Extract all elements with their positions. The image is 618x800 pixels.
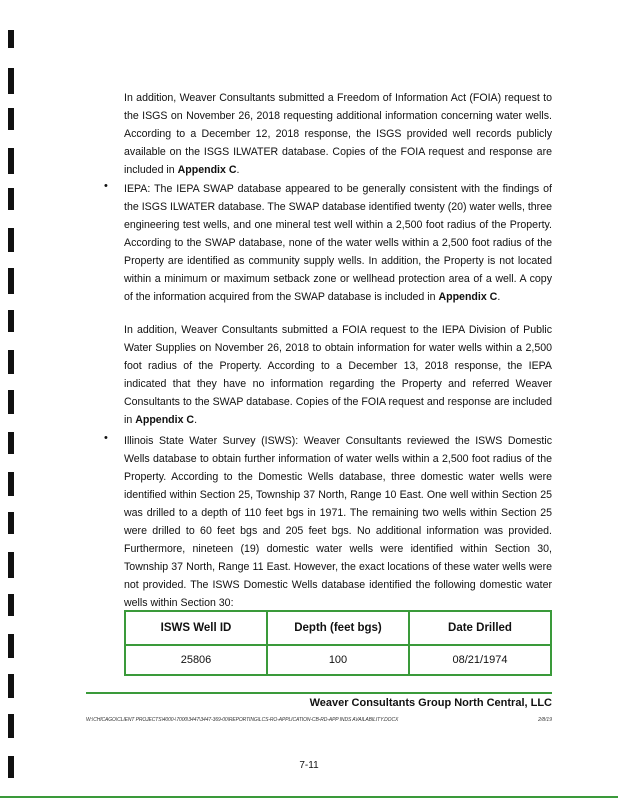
paragraph-text: IEPA: The IEPA SWAP database appeared to be generally consistent with the findings of the ISGS ILWATER database. The SWAP database identified twenty (20) water wells, three engineering test wells, and one mineral test well within a 2,500 foot radius of the Property. According to the SWAP database, none of the water wells within a 2,500 foot radius of the Property are identified as community supply wells. In addition, the Property is not located within a minimum or maximum setback zone or wellhead protection area of a well. A copy of the information acquired from the SWAP database is included in <box>124 183 552 303</box>
cell-date: 08/21/1974 <box>409 645 551 675</box>
binder-mark <box>8 268 14 294</box>
binder-mark <box>8 552 14 578</box>
footer-file-path: W:\CHICAGO\CLIENT PROJECTS\4000-\7000\3447\3447-369-00\REPORTING\LCS-RO-APPLICATION-CB-RD-APP INDS AVAILABILITY.DOCX <box>86 717 399 723</box>
paragraph-text: In addition, Weaver Consultants submitted a Freedom of Information Act (FOIA) request to the ISGS on November 26, 2018 requesting additional information concerning water wells. According to a December 12, 2018 response, the ISGS provided well records publicly available on the ISGS ILWATER database. Copies of the FOIA request and response are included in <box>124 92 552 176</box>
paragraph-tail: . <box>497 291 501 303</box>
table-row <box>125 645 551 675</box>
binder-mark <box>8 108 14 130</box>
appendix-reference: Appendix C <box>135 414 195 426</box>
appendix-reference: Appendix C <box>438 291 498 303</box>
binder-mark <box>8 512 14 534</box>
binder-mark <box>8 432 14 454</box>
binder-mark <box>8 148 14 174</box>
binder-mark <box>8 68 14 94</box>
footer-date: 2/8/19 <box>538 717 552 723</box>
paragraph-iepa-foia <box>124 321 552 429</box>
column-header-well-id: ISWS Well ID <box>125 611 267 645</box>
paragraph-iepa-swap <box>124 180 552 306</box>
paragraph-text: In addition, Weaver Consultants submitted a FOIA request to the IEPA Division of Public Water Supplies on November 26, 2018 to obtain information for water wells within a 2,500 foot radius of the Property. According to a December 13, 2018 response, the IEPA indicated that they have no information regarding the Property and referred Weaver Consultants to the SWAP database. Copies of the FOIA request and response are included in <box>124 324 552 426</box>
cell-depth: 100 <box>267 645 409 675</box>
cell-well-id: 25806 <box>125 645 267 675</box>
binder-mark <box>8 472 14 496</box>
binder-mark <box>8 634 14 658</box>
binder-mark <box>8 714 14 738</box>
paragraph-tail: . <box>236 164 240 176</box>
binder-mark <box>8 228 14 252</box>
paragraph-tail: . <box>194 414 198 426</box>
bullet-icon: • <box>104 432 108 444</box>
table-header-row <box>125 611 551 645</box>
binder-mark <box>8 674 14 698</box>
page-number: 7-11 <box>299 760 319 771</box>
binder-mark <box>8 310 14 332</box>
binder-mark <box>8 390 14 414</box>
bottom-edge-line <box>0 796 618 798</box>
paragraph-isgs-foia <box>124 89 552 179</box>
paragraph-text: Illinois State Water Survey (ISWS): Weaver Consultants reviewed the ISWS Domestic Wells database to obtain further information of water wells within a 2,500 foot radius of the Property. According to the Domestic Wells database, three domestic water wells were identified within Section 25, Township 37 North, Range 10 East. One well within Section 25 was drilled to a depth of 110 feet bgs in 1971. The remaining two wells within Section 25 were drilled to 60 feet bgs and 205 feet bgs. No additional information was provided. Furthermore, nineteen (19) domestic water wells were identified within Section 30, Township 37 North, Range 11 East. However, the exact locations of these water wells were not provided. The ISWS Domestic Wells database identified the following domestic water wells within Section 30: <box>124 435 552 609</box>
column-header-date: Date Drilled <box>409 611 551 645</box>
binder-mark <box>8 188 14 210</box>
appendix-reference: Appendix C <box>177 164 237 176</box>
binder-mark <box>8 594 14 616</box>
binder-mark <box>8 350 14 374</box>
footer-company-name: Weaver Consultants Group North Central, LLC <box>309 697 552 709</box>
isws-wells-table <box>124 610 552 676</box>
footer-divider <box>86 692 552 694</box>
paragraph-isws <box>124 432 552 612</box>
column-header-depth: Depth (feet bgs) <box>267 611 409 645</box>
bullet-icon: • <box>104 180 108 192</box>
binder-mark <box>8 30 14 48</box>
